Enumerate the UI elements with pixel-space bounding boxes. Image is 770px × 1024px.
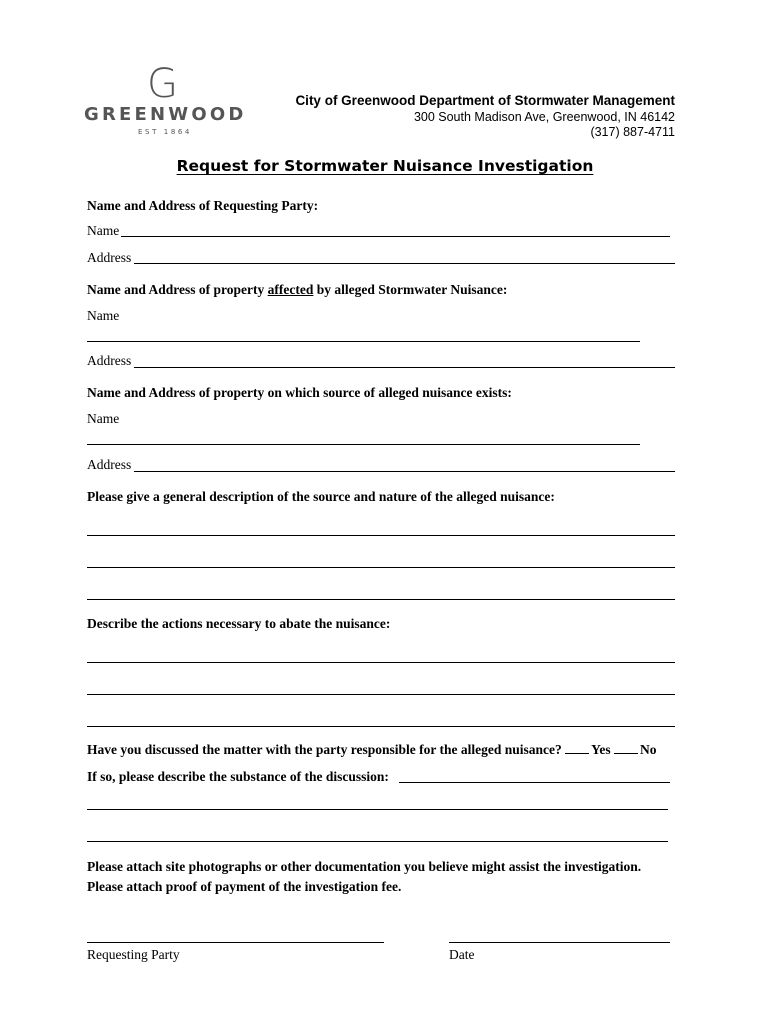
source-name-label: Name [87,411,120,426]
requesting-name-field[interactable] [121,236,670,237]
actions-line-1[interactable] [87,662,675,663]
page-title: Request for Stormwater Nuisance Investigation [176,157,594,175]
discussion-line-2[interactable] [87,841,668,842]
source-address-field[interactable] [134,471,675,472]
requesting-party-heading: Name and Address of Requesting Party: [87,198,319,213]
description-line-1[interactable] [87,535,675,536]
discussion-describe-label: If so, please describe the substance of the discussion: [87,769,389,784]
source-name-field[interactable] [87,444,640,445]
description-heading: Please give a general description of the source and nature of the alleged nuisance: [87,489,555,504]
logo-established: EST 1864 [138,128,192,136]
source-address-label: Address [87,457,132,472]
affected-address-label: Address [87,353,132,368]
logo-g-mark: G [147,61,178,107]
actions-heading: Describe the actions necessary to abate the nuisance: [87,616,391,631]
discussion-line-1[interactable] [87,809,668,810]
date-field[interactable] [449,942,670,943]
affected-name-field[interactable] [87,341,640,342]
yes-label: Yes [591,742,611,757]
description-line-2[interactable] [87,567,675,568]
requesting-address-label: Address [87,250,132,265]
affected-property-heading [87,283,507,297]
attach-photos-note: Please attach site photographs or other documentation you believe might assist the investigation. [87,859,642,874]
requesting-party-signature-field[interactable] [87,942,384,943]
source-property-heading: Name and Address of property on which source of alleged nuisance exists: [87,385,512,400]
discussed-question: Have you discussed the matter with the party responsible for the alleged nuisance? [87,742,562,757]
description-line-3[interactable] [87,599,675,600]
requesting-address-field[interactable] [134,263,675,264]
no-label: No [640,742,657,757]
date-label: Date [449,947,475,962]
requesting-party-label: Requesting Party [87,947,180,962]
requesting-name-label: Name [87,223,120,238]
logo-wordmark: GREENWOOD [84,104,247,125]
discussion-inline-field[interactable] [399,782,670,783]
yes-blank[interactable] [565,743,589,754]
org-name: City of Greenwood Department of Stormwater Management [295,93,675,108]
affected-heading-before: Name and Address of property [87,282,268,297]
affected-heading-underlined: affected [267,282,314,297]
org-phone: (317) 887-4711 [590,125,675,139]
affected-heading-after: by alleged Stormwater Nuisance: [313,282,508,297]
actions-line-3[interactable] [87,726,675,727]
greenwood-logo [80,61,247,144]
no-blank[interactable] [614,743,638,754]
affected-name-label: Name [87,308,120,323]
affected-address-field[interactable] [134,367,675,368]
attach-payment-note: Please attach proof of payment of the investigation fee. [87,879,402,894]
org-address: 300 South Madison Ave, Greenwood, IN 46142 [413,110,675,124]
discussed-question-row [87,743,657,757]
actions-line-2[interactable] [87,694,675,695]
